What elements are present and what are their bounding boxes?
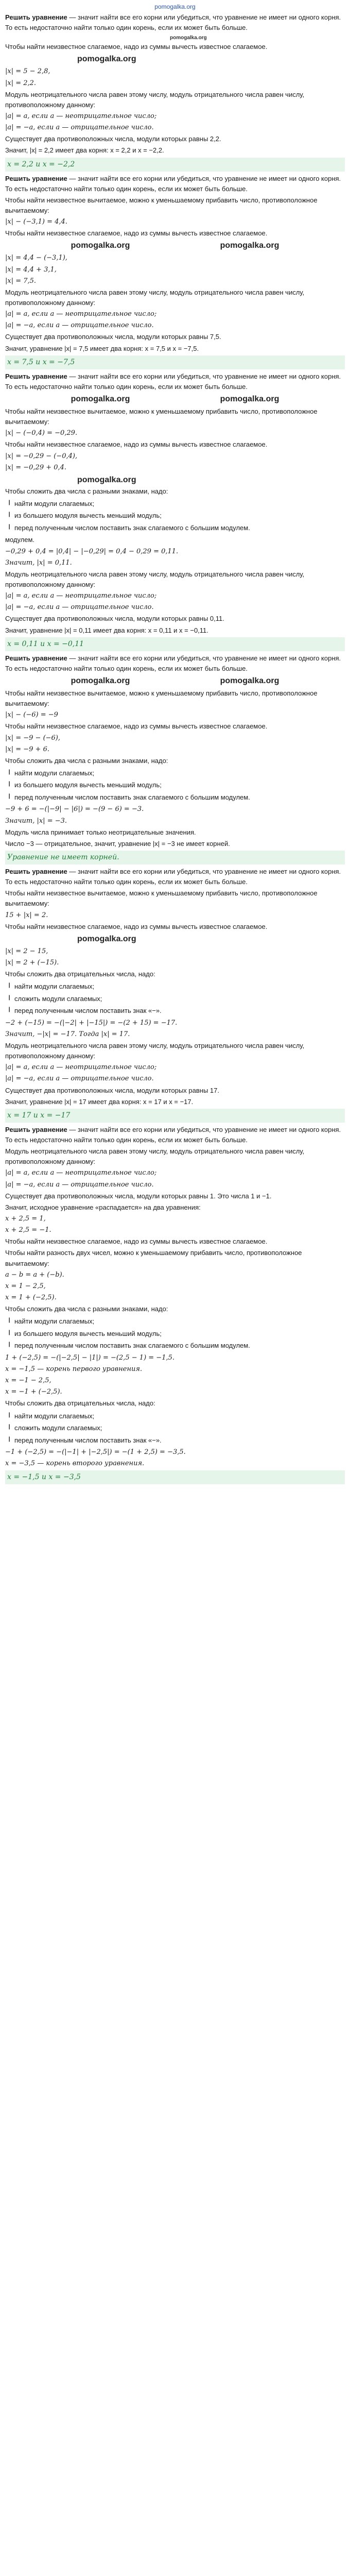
equation: x = −1 + (−2,5). <box>5 1388 62 1396</box>
calculation: −2 + (−15) = −(|−2| + |−15|) = −(2 + 15) = −17. <box>5 1019 178 1027</box>
rule-unknown-subtrahend: Чтобы найти неизвестное вычитаемое, можно к уменьшаемому прибавить число, противоположное вычитаемому: <box>5 196 318 214</box>
exists-text: Существует два противоположных числа, модули которых равны 17. <box>5 1086 219 1094</box>
watermark-row <box>5 675 345 687</box>
rule-modulus: Модуль неотрицательного числа равен этому числу, модуль отрицательного числа равен числу, противоположному данному: <box>5 1042 305 1060</box>
step-item: ❙ из большего модуля вычесть меньший модуль; <box>5 1329 345 1339</box>
exists-text: Существует два противоположных числа, модули которых равны 0,11. <box>5 615 224 623</box>
definition-term: Решить уравнение <box>5 654 67 662</box>
rule-modulus: Модуль неотрицательного числа равен этому числу, модуль отрицательного числа равен числу, противоположному данному: <box>5 570 305 588</box>
rule-unknown-addend: Чтобы найти неизвестное слагаемое, надо из суммы вычесть известное слагаемое. <box>5 1238 268 1246</box>
equation: |x| = −9 + 6. <box>5 745 49 753</box>
answer: x = 2,2 и x = −2,2 <box>5 158 345 172</box>
sub-formula: a − b = a + (−b). <box>5 1270 64 1279</box>
definition-term: Решить уравнение <box>5 174 67 182</box>
problem-3 <box>5 371 345 651</box>
answer: x = 17 и x = −17 <box>5 1109 345 1123</box>
step-item: ❙ сложить модули слагаемых; <box>5 1423 345 1433</box>
definition-text: — значит найти все его корни или убедиться, что уравнение не имеет ни одного корня. То есть недостаточно найти только один корень, если их может быть больше. <box>5 13 341 32</box>
definition-text: — значит найти все его корни или убедиться, что уравнение не имеет ни одного корня. То есть недостаточно найти только один корень, если их может быть больше. <box>5 174 341 193</box>
site-header[interactable]: pomogalka.org <box>154 3 196 10</box>
modulus-def-2: |a| = −a, если a — отрицательное число. <box>5 1075 154 1083</box>
watermark: pomogalka.org <box>71 394 130 403</box>
definition-term: Решить уравнение <box>5 372 67 380</box>
modulus-def-1: |a| = a, если a — неотрицательное число; <box>5 592 157 600</box>
step-item: ❙ перед полученным числом поставить знак «−». <box>5 1006 345 1016</box>
step-item: ❙ найти модули слагаемых; <box>5 768 345 778</box>
watermark: pomogalka.org <box>220 241 279 250</box>
equation: x = −1 − 2,5, <box>5 1377 51 1385</box>
step-item: ❙ найти модули слагаемых; <box>5 499 345 509</box>
conclusion: Значит, уравнение |x| = 17 имеет два корня: x = 17 и x = −17. <box>5 1097 194 1106</box>
rule-diff-signs: Чтобы сложить два числа с разными знаками, надо: <box>5 487 168 495</box>
steps-list <box>5 981 345 1016</box>
watermark: pomogalka.org <box>71 676 130 685</box>
calculation: −1 + (−2,5) = −(|−1| + |−2,5|) = −(1 + 2,5) = −3,5. <box>5 1448 186 1456</box>
definition-term: Решить уравнение <box>5 868 67 876</box>
step-item: ❙ перед полученным числом поставить знак «−». <box>5 1435 345 1446</box>
modulus-word: модулем. <box>5 536 35 544</box>
watermark: pomogalka.org <box>170 35 207 41</box>
calculation: 1 + (−2,5) = −(|−2,5| − |1|) = −(2,5 − 1) = −1,5. <box>5 1353 174 1362</box>
equation: |x| = −0,29 − (−0,4), <box>5 452 78 460</box>
rule-unknown-subtrahend: Чтобы найти неизвестное вычитаемое, можно к уменьшаемому прибавить число, противоположное вычитаемому: <box>5 407 318 426</box>
rule-diff-signs: Чтобы сложить два числа с разными знаками, надо: <box>5 1305 168 1313</box>
answer: x = −1,5 и x = −3,5 <box>5 1470 345 1484</box>
definition-term: Решить уравнение <box>5 13 67 21</box>
watermark: pomogalka.org <box>220 676 279 685</box>
split-text: Значит, исходное уравнение «распадается» на два уравнения: <box>5 1203 201 1211</box>
definition-text: — значит найти все его корни или убедиться, что уравнение не имеет ни одного корня. То есть недостаточно найти только один корень, если их может быть больше. <box>5 372 341 391</box>
rule-unknown-addend: Чтобы найти неизвестное слагаемое, надо из суммы вычесть известное слагаемое. <box>5 440 268 449</box>
conclusion: Значит, уравнение |x| = 0,11 имеет два корня: x = 0,11 и x = −0,11. <box>5 626 208 634</box>
calculation: −9 + 6 = −(|−9| − |6|) = −(9 − 6) = −3. <box>5 805 144 814</box>
rule-modulus: Модуль неотрицательного числа равен этому числу, модуль отрицательного числа равен числу, противоположному данному: <box>5 1147 305 1166</box>
steps-list <box>5 1411 345 1446</box>
definition-text: — значит найти все его корни или убедиться, что уравнение не имеет ни одного корня. То есть недостаточно найти только один корень, если их может быть больше. <box>5 1125 341 1144</box>
modulus-def-1: |a| = a, если a — неотрицательное число; <box>5 1063 157 1072</box>
problem-5 <box>5 867 345 1123</box>
step-item: ❙ найти модули слагаемых; <box>5 1316 345 1327</box>
problem-6 <box>5 1125 345 1484</box>
exists-text: Существует два противоположных числа, модули которых равны 7,5. <box>5 333 221 341</box>
modulus-def-2: |a| = −a, если a — отрицательное число. <box>5 603 154 612</box>
modulus-def-1: |a| = a, если a — неотрицательное число; <box>5 112 157 120</box>
rule-unknown-addend: Чтобы найти неизвестное слагаемое, надо из суммы вычесть известное слагаемое. <box>5 722 268 731</box>
rule-modulus: Модуль неотрицательного числа равен этому числу, модуль отрицательного числа равен числу, противоположному данному: <box>5 90 305 109</box>
rule-unknown-subtrahend: Чтобы найти неизвестное вычитаемое, можно к уменьшаемому прибавить число, противоположное вычитаемому: <box>5 889 318 908</box>
rule-two-neg: Чтобы сложить два отрицательных числа, надо: <box>5 970 155 978</box>
rule-unknown-addend: Чтобы найти неизвестное слагаемое, надо из суммы вычесть известное слагаемое. <box>5 229 268 238</box>
conclusion: Значит, |x| = 2,2 имеет два корня: x = 2,2 и x = −2,2. <box>5 146 164 155</box>
answer: Уравнение не имеет корней. <box>5 851 345 865</box>
definition-solve <box>5 12 345 33</box>
steps-list <box>5 499 345 533</box>
equation: |x| = 5 − 2,8, <box>5 67 50 76</box>
equation: |x| − (−6) = −9 <box>5 711 58 719</box>
equation: x + 2,5 = −1. <box>5 1226 51 1234</box>
step-item: ❙ перед полученным числом поставить знак слагаемого с большим модулем. <box>5 1341 345 1351</box>
equation: Значит, −|x| = −17. Тогда |x| = 17. <box>5 1030 130 1038</box>
equation: |x| = 2 − 15, <box>5 947 48 955</box>
equation: |x| = 7,5. <box>5 277 37 285</box>
definition-solve <box>5 653 345 674</box>
rule-sub: Чтобы найти разность двух чисел, можно к уменьшаемому прибавить число, противоположное вычитаемому: <box>5 1249 302 1267</box>
watermark: pomogalka.org <box>220 394 279 403</box>
problem-2 <box>5 174 345 369</box>
steps-list <box>5 768 345 803</box>
equation: |x| = −9 − (−6), <box>5 734 61 742</box>
equation: x = 1 + (−2,5). <box>5 1294 57 1302</box>
problem-4 <box>5 653 345 865</box>
rule-two-neg: Чтобы сложить два отрицательных числа, надо: <box>5 1399 155 1408</box>
step-item: ❙ из большего модуля вычесть меньший модуль; <box>5 780 345 790</box>
definition-solve <box>5 371 345 392</box>
step-item: ❙ найти модули слагаемых; <box>5 1411 345 1421</box>
exists-text: Существует два противоположных числа, модули которых равны 1. Это числа 1 и −1. <box>5 1192 272 1200</box>
watermark: pomogalka.org <box>71 241 130 250</box>
rule-unknown-addend: Чтобы найти неизвестное слагаемое, надо из суммы вычесть известное слагаемое. <box>5 43 268 51</box>
watermark-row <box>5 240 345 252</box>
rule-diff-signs: Чтобы сложить два числа с разными знаками, надо: <box>5 756 168 765</box>
problem-1 <box>5 12 345 172</box>
step-item: ❙ перед полученным числом поставить знак слагаемого с большим модулем. <box>5 792 345 803</box>
nonneg-text: Модуль числа принимает только неотрицательные значения. <box>5 828 196 836</box>
equation: |x| = −0,29 + 0,4. <box>5 463 67 471</box>
conclusion: Значит, уравнение |x| = 7,5 имеет два корня: x = 7,5 и x = −7,5. <box>5 344 199 352</box>
watermark: pomogalka.org <box>77 934 136 943</box>
step-item: ❙ сложить модули слагаемых; <box>5 994 345 1004</box>
step-item: ❙ перед полученным числом поставить знак слагаемого с большим модулем. <box>5 523 345 533</box>
equation: 15 + |x| = 2. <box>5 911 48 919</box>
answer: x = 0,11 и x = −0,11 <box>5 637 345 651</box>
equation: |x| = 2,2. <box>5 79 37 87</box>
watermark-row <box>5 393 345 405</box>
steps-list <box>5 1316 345 1351</box>
rule-unknown-subtrahend: Чтобы найти неизвестное вычитаемое, можно к уменьшаемому прибавить число, противоположное вычитаемому: <box>5 689 318 708</box>
equation: |x| − (−3,1) = 4,4. <box>5 218 67 226</box>
result: x = −1,5 — корень первого уравнения. <box>5 1365 143 1373</box>
equation: x = 1 − 2,5, <box>5 1282 46 1290</box>
modulus-def-2: |a| = −a, если a — отрицательное число. <box>5 321 154 330</box>
definition-solve <box>5 174 345 194</box>
calculation: −0,29 + 0,4 = |0,4| − |−0,29| = 0,4 − 0,29 = 0,11. <box>5 547 179 555</box>
modulus-def-2: |a| = −a, если a — отрицательное число. <box>5 1180 154 1189</box>
modulus-def-2: |a| = −a, если a — отрицательное число. <box>5 124 154 132</box>
equation: |x| = 2 + (−15). <box>5 959 59 967</box>
step-item: ❙ найти модули слагаемых; <box>5 981 345 992</box>
equation: |x| = 4,4 − (−3,1), <box>5 254 67 262</box>
definition-solve <box>5 867 345 887</box>
watermark: pomogalka.org <box>77 475 136 484</box>
equation: |x| = 4,4 + 3,1, <box>5 265 57 274</box>
result: x = −3,5 — корень второго уравнения. <box>5 1460 145 1468</box>
conclusion: Число −3 — отрицательное, значит, уравнение |x| = −3 не имеет корней. <box>5 839 230 848</box>
step-item: ❙ из большего модуля вычесть меньший модуль; <box>5 511 345 521</box>
equation: Значит, |x| = −3. <box>5 817 67 825</box>
modulus-def-1: |a| = a, если a — неотрицательное число; <box>5 1169 157 1177</box>
definition-text: — значит найти все его корни или убедиться, что уравнение не имеет ни одного корня. То есть недостаточно найти только один корень, если их может быть больше. <box>5 868 341 886</box>
rule-modulus: Модуль неотрицательного числа равен этому числу, модуль отрицательного числа равен числу, противоположному данному: <box>5 288 305 307</box>
watermark: pomogalka.org <box>77 55 136 64</box>
definition-solve <box>5 1125 345 1145</box>
exists-text: Существует два противоположных числа, модули которых равны 2,2. <box>5 135 221 143</box>
answer: x = 7,5 и x = −7,5 <box>5 355 345 369</box>
equation: x + 2,5 = 1, <box>5 1215 46 1223</box>
definition-term: Решить уравнение <box>5 1125 67 1133</box>
equation: |x| − (−0,4) = −0,29. <box>5 429 78 437</box>
equation: Значит, |x| = 0,11. <box>5 558 72 567</box>
rule-unknown-addend: Чтобы найти неизвестное слагаемое, надо из суммы вычесть известное слагаемое. <box>5 922 268 930</box>
modulus-def-1: |a| = a, если a — неотрицательное число; <box>5 310 157 318</box>
definition-text: — значит найти все его корни или убедиться, что уравнение не имеет ни одного корня. То есть недостаточно найти только один корень, если их может быть больше. <box>5 654 341 672</box>
